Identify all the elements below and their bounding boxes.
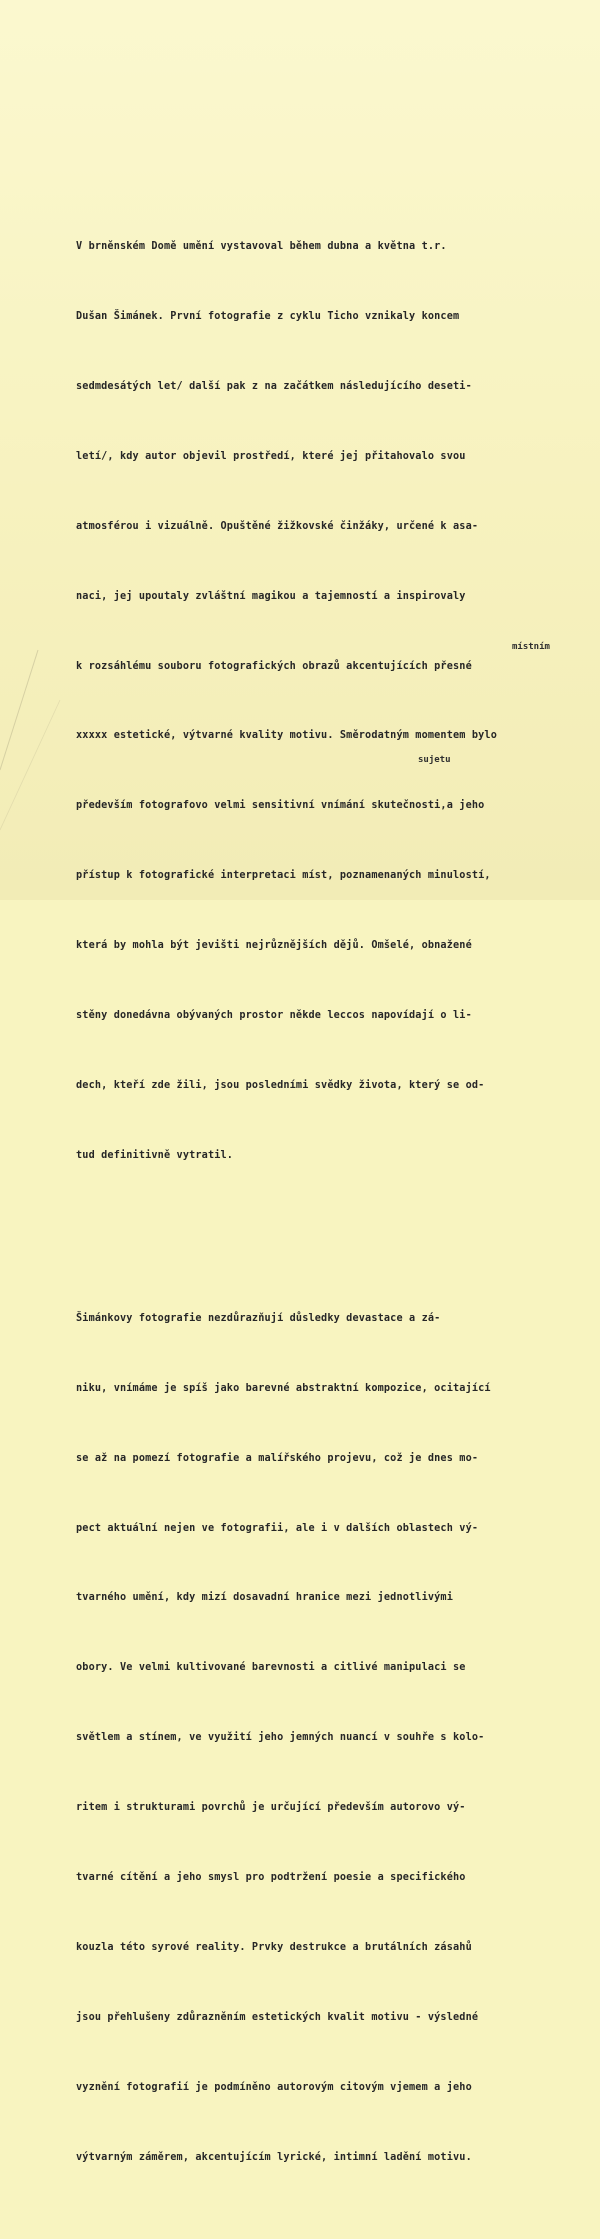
text-line: k rozsáhlému souboru fotografických obrazů akcentujících přesné bbox=[76, 660, 472, 672]
text-line: niku, vnímáme je spíš jako barevné abstraktní kompozice, ocitající bbox=[76, 1382, 491, 1394]
text-line: naci, jej upoutaly zvláštní magikou a tajemností a inspirovaly bbox=[76, 590, 466, 602]
annotation-mistnim: místním bbox=[512, 642, 550, 652]
text-line: se až na pomezí fotografie a malířského projevu, což je dnes mo- bbox=[76, 1452, 479, 1464]
text-line: přístup k fotografické interpretaci míst, poznamenaných minulostí, bbox=[76, 870, 491, 882]
text-line: ritem i strukturami povrchů je určující především autorovo vý- bbox=[76, 1802, 466, 1814]
typewritten-text bbox=[76, 142, 576, 2239]
paragraph-2 bbox=[76, 1260, 576, 2215]
text-line: obory. Ve velmi kultivované barevnosti a citlivé manipulaci se bbox=[76, 1662, 466, 1674]
text-line: V brněnském Domě umění vystavoval během dubna a května t.r. bbox=[76, 241, 447, 253]
text-line: dech, kteří zde žili, jsou posledními svědky života, který se od- bbox=[76, 1079, 485, 1091]
text-line: Dušan Šimánek. První fotografie z cyklu Ticho vznikaly koncem bbox=[76, 311, 460, 323]
text-line: sedmdesátých let/ další pak z na začátkem následujícího deseti- bbox=[76, 380, 472, 392]
text-line: tvarné cítění a jeho smysl pro podtržení poesie a specifického bbox=[76, 1871, 466, 1883]
text-line: atmosférou i vizuálně. Opuštěné žižkovské činžáky, určené k asa- bbox=[76, 520, 479, 532]
text-line: vyznění fotografií je podmíněno autorovým citovým vjemem a jeho bbox=[76, 2081, 472, 2093]
text-line: světlem a stínem, ve využití jeho jemných nuancí v souhře s kolo- bbox=[76, 1732, 485, 1744]
text-line: především fotografovo velmi sensitivní vnímání skutečnosti,a jeho bbox=[76, 800, 485, 812]
annotation-sujetu: sujetu bbox=[418, 755, 451, 765]
paragraph-1 bbox=[76, 189, 576, 1214]
text-line: pect aktuální nejen ve fotografii, ale i v dalších oblastech vý- bbox=[76, 1522, 479, 1534]
text-line: tud definitivně vytratil. bbox=[76, 1149, 234, 1161]
text-line: xxxxx estetické, výtvarné kvality motivu. Směrodatným momentem bylo bbox=[76, 730, 497, 742]
text-line: která by mohla být jevišti nejrůznějších dějů. Omšelé, obnažené bbox=[76, 940, 472, 952]
text-line: stěny donedávna obývaných prostor někde leccos napovídají o li- bbox=[76, 1009, 472, 1021]
text-line: jsou přehlušeny zdůrazněním estetických kvalit motivu - výsledné bbox=[76, 2011, 479, 2023]
text-line: kouzla této syrové reality. Prvky destrukce a brutálních zásahů bbox=[76, 1941, 472, 1953]
text-line: tvarného umění, kdy mizí dosavadní hranice mezi jednotlivými bbox=[76, 1592, 454, 1604]
text-line: letí/, kdy autor objevil prostředí, které jej přitahovalo svou bbox=[76, 450, 466, 462]
text-line: výtvarným záměrem, akcentujícím lyrické, intimní ladění motivu. bbox=[76, 2151, 472, 2163]
text-line: Šimánkovy fotografie nezdůrazňují důsledky devastace a zá- bbox=[76, 1312, 441, 1324]
